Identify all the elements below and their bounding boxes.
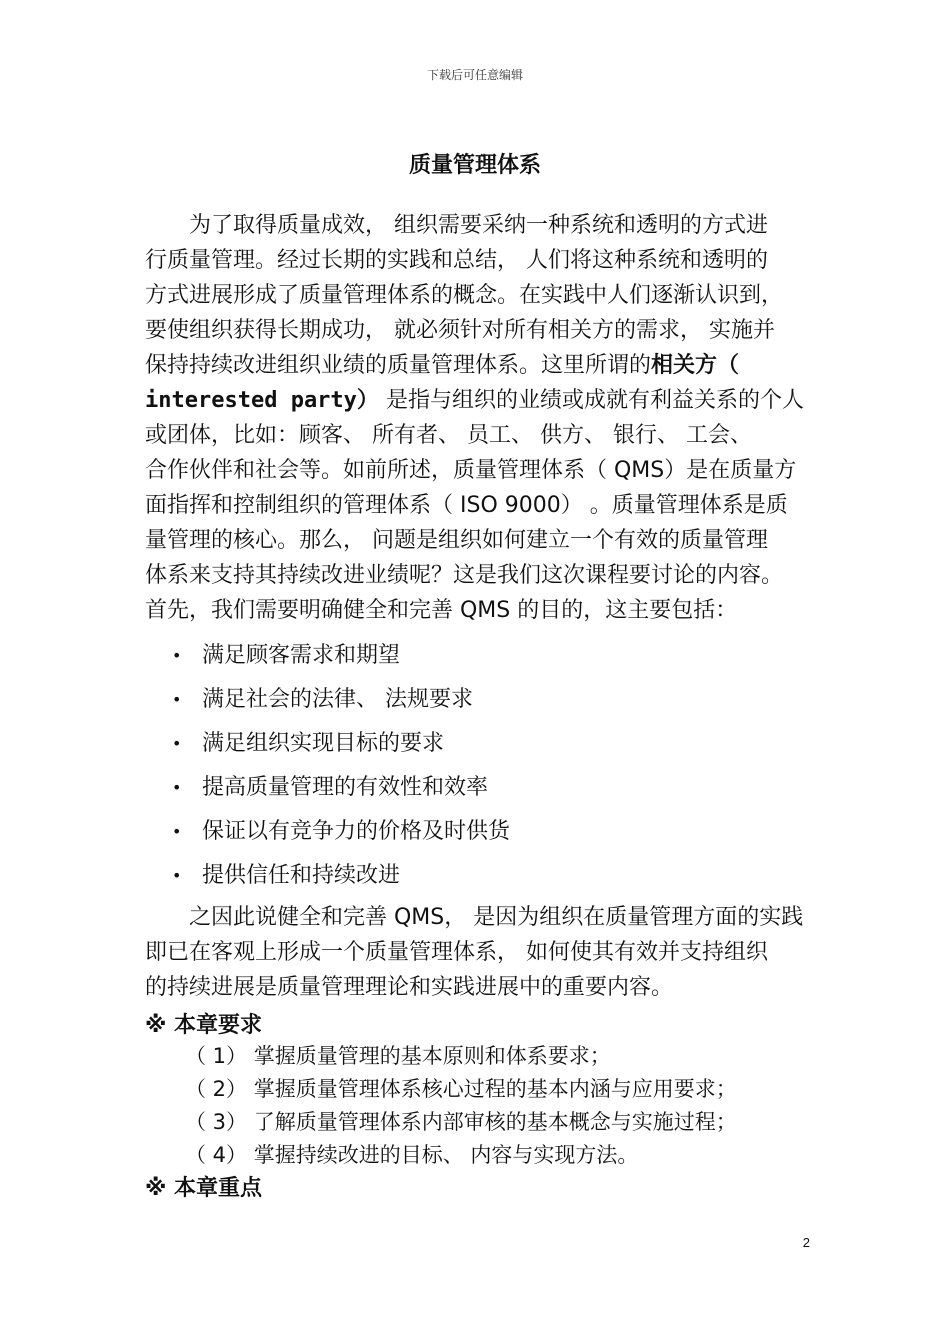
para-line: 的持续进展是质量管理理论和实践进展中的重要内容。	[145, 975, 674, 1000]
bullet: •	[172, 734, 182, 753]
list-item	[172, 810, 812, 854]
intro-line: 合作伙伴和社会等。如前所述，质量管理体系（ QMS）是在质量方	[145, 458, 797, 483]
term-english: interested party）	[145, 388, 379, 413]
list-item: （ 1） 掌握质量管理的基本原则和体系要求；	[185, 1044, 611, 1068]
list-item	[172, 634, 812, 678]
goal-text: 满足社会的法律、 法规要求	[202, 687, 473, 712]
intro-line: 首先，我们需要明确健全和完善 QMS 的目的，这主要包括：	[145, 598, 738, 623]
intro-line: 面指挥和控制组织的管理体系（ ISO 9000） 。质量管理体系是质	[145, 493, 788, 518]
para-line: 之因此说健全和完善 QMS， 是因为组织在质量管理方面的实践	[189, 905, 804, 930]
intro-line: 要使组织获得长期成功， 就必须针对所有相关方的需求， 实施并	[145, 318, 775, 343]
bullet: •	[172, 822, 182, 841]
para-line: 即已在客观上形成一个质量管理体系， 如何使其有效并支持组织	[145, 940, 768, 965]
list-item	[172, 722, 812, 766]
section-heading-requirements: ※ 本章要求	[145, 1013, 263, 1038]
list-item	[172, 766, 812, 810]
requirements-list	[185, 1040, 825, 1172]
goal-text: 提供信任和持续改进	[202, 863, 401, 888]
page-header-note: 下载后可任意编辑	[426, 68, 523, 82]
document-title: 质量管理体系	[408, 153, 541, 178]
goal-text: 保证以有竞争力的价格及时供货	[202, 819, 511, 844]
list-item: （ 3） 了解质量管理体系内部审核的基本概念与实施过程；	[185, 1110, 737, 1134]
list-item	[172, 678, 812, 722]
section-heading-key-points: ※ 本章重点	[145, 1176, 263, 1201]
goal-text: 满足组织实现目标的要求	[202, 731, 445, 756]
bullet: •	[172, 646, 182, 665]
intro-line: 保持持续改进组织业绩的质量管理体系。这里所谓的	[145, 353, 652, 378]
goal-text: 满足顾客需求和期望	[202, 643, 401, 668]
bullet: •	[172, 690, 182, 709]
intro-line: 为了取得质量成效， 组织需要采纳一种系统和透明的方式进	[189, 213, 768, 238]
bullet: •	[172, 778, 182, 797]
goal-text: 提高质量管理的有效性和效率	[202, 775, 489, 800]
bullet: •	[172, 866, 182, 885]
list-item	[172, 854, 812, 898]
intro-paragraph	[145, 208, 825, 628]
page-number: 2	[802, 1235, 810, 1250]
intro-line: 体系来支持其持续改进业绩呢？这是我们这次课程要讨论的内容。	[145, 563, 784, 588]
goals-list	[172, 634, 812, 898]
list-item: （ 2） 掌握质量管理体系核心过程的基本内涵与应用要求；	[185, 1077, 737, 1101]
intro-line: 行质量管理。经过长期的实践和总结， 人们将这种系统和透明的	[145, 248, 768, 273]
term-related-party: 相关方（	[651, 353, 740, 378]
intro-line: 是指与组织的业绩或成就有利益关系的个人	[385, 388, 804, 413]
list-item: （ 4） 掌握持续改进的目标、 内容与实现方法。	[185, 1143, 639, 1167]
summary-paragraph	[145, 900, 825, 1005]
intro-line: 量管理的核心。那么， 问题是组织如何建立一个有效的质量管理	[145, 528, 768, 553]
intro-line: 或团体，比如：顾客、 所有者、 员工、 供方、 银行、 工会、	[145, 423, 752, 448]
intro-line: 方式进展形成了质量管理体系的概念。在实践中人们逐渐认识到，	[145, 283, 784, 308]
